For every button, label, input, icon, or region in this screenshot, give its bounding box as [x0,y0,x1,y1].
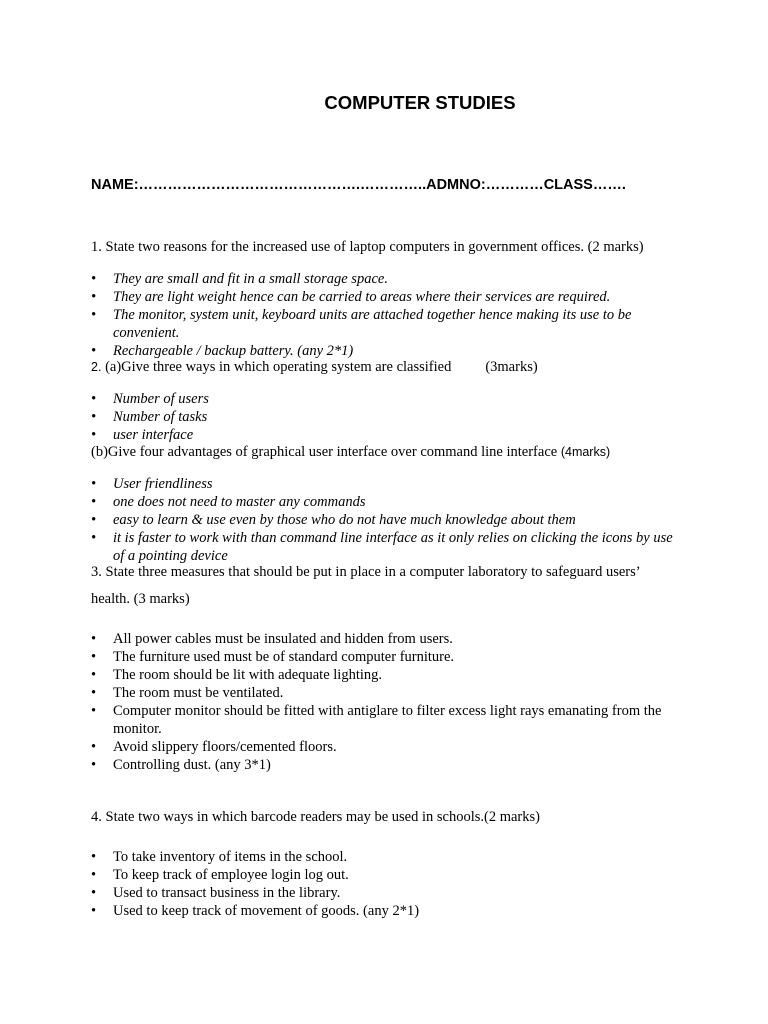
bullet-icon: • [91,739,97,755]
bullet-icon: • [91,289,97,305]
question-4-answers [91,848,681,920]
student-details-line: NAME:……………………………………….…………..ADMNO:…………CLASS……. [91,177,626,193]
bullet-icon: • [91,667,97,683]
list-item: • They are small and fit in a small storage space. [91,271,388,287]
bullet-icon: • [91,494,97,510]
list-item: • Computer monitor should be fitted with antiglare to filter excess light rays emanating from the monitor. [91,703,662,737]
question-2a: 2. (a)Give three ways in which operating system are classified (3marks) [91,359,538,375]
list-item: • user interface [91,427,194,443]
bullet-icon: • [91,757,97,773]
bullet-icon: • [91,391,97,407]
question-4: 4. State two ways in which barcode readers may be used in schools.(2 marks) [91,809,540,825]
list-item: • All power cables must be insulated and hidden from users. [91,631,453,647]
list-item: • it is faster to work with than command line interface as it only relies on clicking the icons by use of a pointing device [91,530,673,564]
question-2a-answers [91,390,681,444]
bullet-icon: • [91,885,97,901]
document-title: COMPUTER STUDIES [324,92,516,113]
bullet-icon: • [91,476,97,492]
list-item: • one does not need to master any commands [91,494,366,510]
list-item: • Avoid slippery floors/cemented floors. [91,739,337,755]
question-3-line-2: health. (3 marks) [91,591,190,607]
list-item: • User friendliness [91,476,213,492]
question-1: 1. State two reasons for the increased use of laptop computers in government offices. (2 marks) [91,239,644,255]
bullet-icon: • [91,703,97,719]
bullet-icon: • [91,530,97,546]
list-item: • Number of users [91,391,209,407]
marks-label: (4marks) [560,445,611,459]
marks-label: (3marks) [485,359,538,375]
bullet-icon: • [91,903,97,919]
list-item: • The room must be ventilated. [91,685,284,701]
list-item: • Rechargeable / backup battery. (any 2*1) [91,343,354,359]
question-2b: (b)Give four advantages of graphical user interface over command line interface (4marks) [91,444,611,460]
bullet-icon: • [91,307,97,323]
bullet-icon: • [91,867,97,883]
list-item: • The furniture used must be of standard computer furniture. [91,649,455,665]
list-item: • Used to transact business in the library. [91,885,341,901]
bullet-icon: • [91,271,97,287]
list-item: • Controlling dust. (any 3*1) [91,757,271,773]
bullet-icon: • [91,849,97,865]
bullet-icon: • [91,409,97,425]
list-item: • The monitor, system unit, keyboard units are attached together hence making its use to be convenient. [91,307,632,341]
list-item: • To keep track of employee login log out. [91,867,349,883]
list-item: • To take inventory of items in the school. [91,849,348,865]
list-item: • They are light weight hence can be carried to areas where their services are required. [91,289,611,305]
question-2b-answers [91,475,681,565]
list-item: • Number of tasks [91,409,208,425]
bullet-icon: • [91,427,97,443]
bullet-icon: • [91,685,97,701]
bullet-icon: • [91,631,97,647]
marks-note: (any 2*1) [293,343,354,359]
bullet-icon: • [91,512,97,528]
list-item: • Used to keep track of movement of goods. (any 2*1) [91,903,420,919]
list-item: • The room should be lit with adequate lighting. [91,667,383,683]
question-3-answers [91,630,681,774]
list-item: • easy to learn & use even by those who do not have much knowledge about them [91,512,576,528]
question-1-answers [91,270,681,360]
question-3-line-1: 3. State three measures that should be put in place in a computer laboratory to safeguard users’ [91,564,641,580]
bullet-icon: • [91,343,97,359]
bullet-icon: • [91,649,97,665]
